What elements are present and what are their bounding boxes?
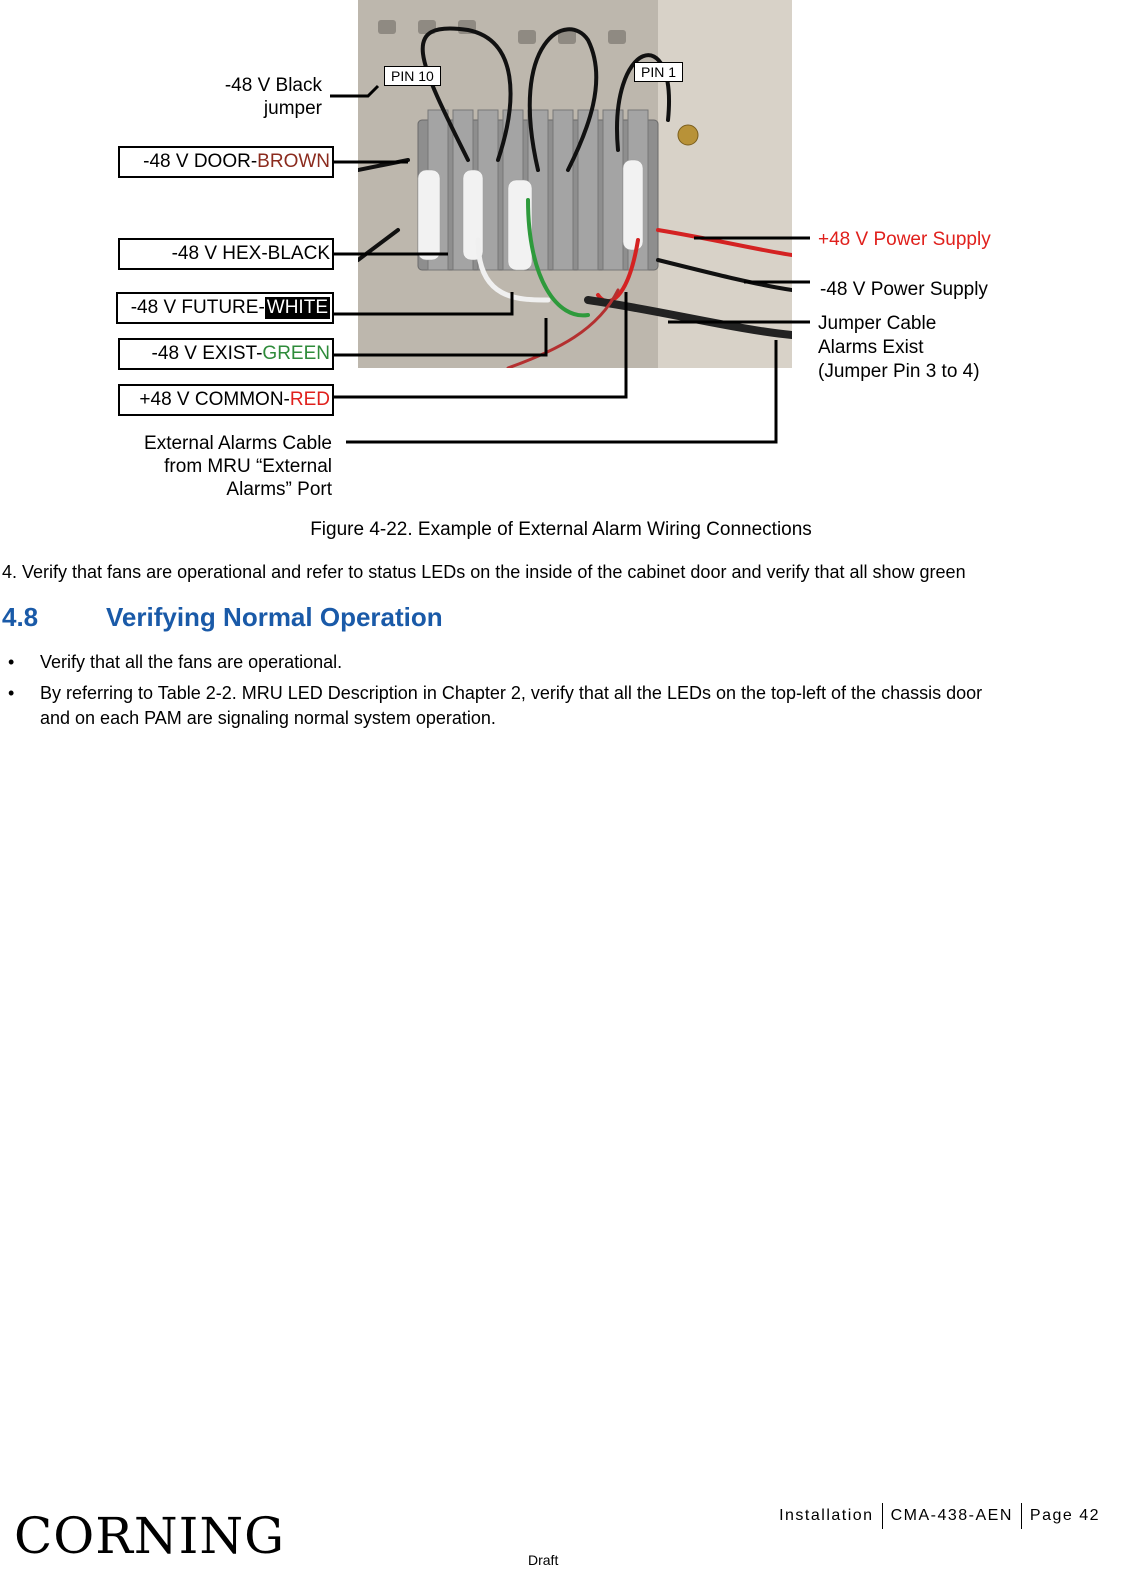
- future-color: WHITE: [266, 297, 328, 318]
- bullet-dot-2: •: [8, 683, 15, 703]
- footer-page: Page 42: [1029, 1507, 1100, 1525]
- label-minus48-supply: -48 V Power Supply: [820, 279, 988, 300]
- figure-caption: Figure 4-22. Example of External Alarm Wiring Connections: [310, 519, 812, 540]
- footer-separator: [1021, 1503, 1022, 1529]
- bullet-item-1: Verify that all the fans are operational.: [40, 652, 343, 672]
- footer-separator: [882, 1503, 883, 1529]
- label-external-cable: External Alarms Cable from MRU “External Alarms” Port: [144, 433, 332, 500]
- footer-section: Installation: [779, 1507, 874, 1525]
- bullet-dot-1: •: [8, 652, 15, 672]
- terminal-block-illustration: [358, 0, 792, 368]
- draft-watermark: Draft: [528, 1552, 559, 1568]
- label-future-white: [116, 292, 334, 324]
- corning-logo: CORNING: [14, 1507, 286, 1565]
- pin1-label: PIN 1: [634, 62, 683, 82]
- wiring-photo: [358, 0, 792, 368]
- label-jumper-cable: Jumper Cable Alarms Exist (Jumper Pin 3 to 4): [818, 313, 980, 382]
- footer-info: [779, 1503, 1100, 1529]
- footer-doc-id: CMA-438-AEN: [890, 1507, 1013, 1525]
- label-common-red: [118, 384, 334, 416]
- exist-color: GREEN: [262, 343, 330, 364]
- pin10-label: PIN 10: [384, 66, 441, 86]
- section-number: 4.8: [2, 602, 39, 632]
- section-title: Verifying Normal Operation: [106, 602, 443, 632]
- door-color: BROWN: [257, 151, 330, 172]
- label-door-brown: [118, 146, 334, 178]
- common-prefix: +48 V COMMON-: [139, 389, 290, 410]
- label-plus48-supply: +48 V Power Supply: [818, 229, 991, 250]
- label-black-jumper: -48 V Black jumper: [224, 75, 322, 119]
- door-prefix: -48 V DOOR-: [143, 151, 258, 172]
- common-color: RED: [289, 389, 330, 410]
- label-exist-green: [118, 338, 334, 370]
- step-4-text: 4. Verify that fans are operational and refer to status LEDs on the inside of the cabinet door and verify that all show green: [2, 562, 966, 582]
- hex-text: -48 V HEX-BLACK: [171, 243, 330, 264]
- exist-prefix: -48 V EXIST-: [151, 343, 263, 364]
- label-hex-black: [118, 238, 334, 270]
- bullet-item-2-cont: and on each PAM are signaling normal system operation.: [40, 708, 496, 728]
- bullet-item-2: By referring to Table 2-2. MRU LED Description in Chapter 2, verify that all the LEDs on the top-left of the chassis door: [40, 683, 983, 703]
- future-prefix: -48 V FUTURE-: [130, 297, 265, 318]
